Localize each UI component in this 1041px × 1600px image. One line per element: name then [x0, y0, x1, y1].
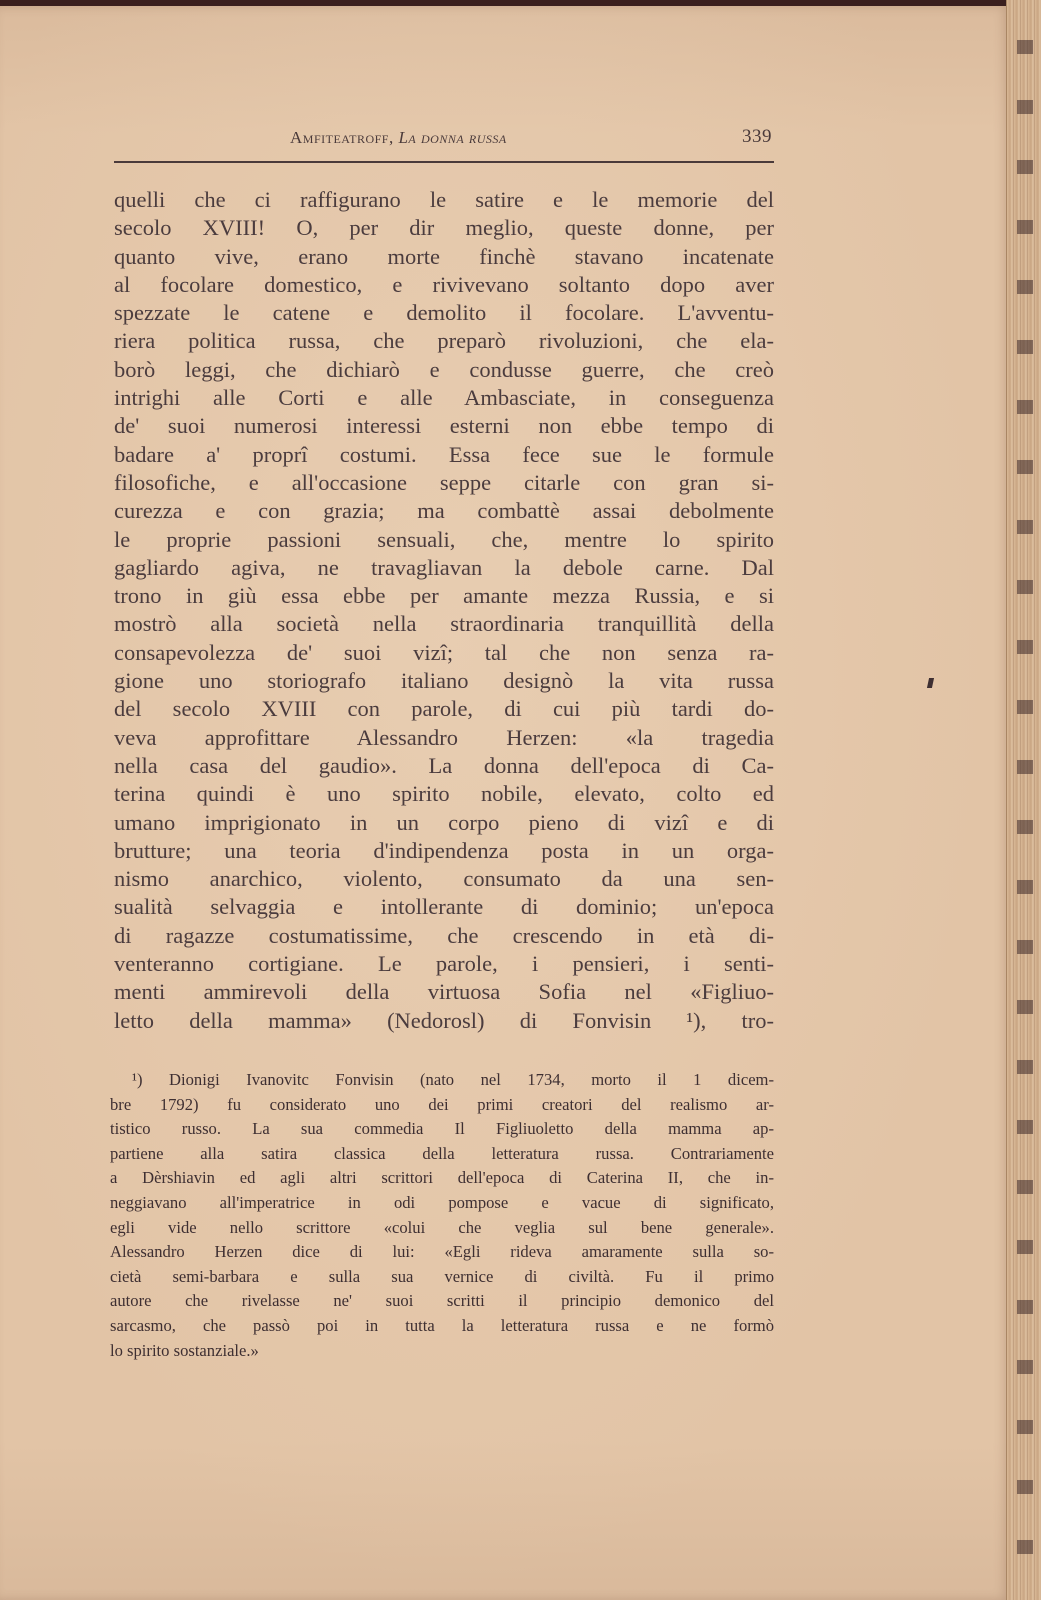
text-line: borò leggi, che dichiarò e condusse guerre, che creò: [114, 356, 774, 382]
footnote-line: sarcasmo, che passò poi in tutta la letteratura russa e ne formò: [110, 1315, 774, 1335]
body-text: [114, 186, 774, 1035]
footnote-line: ¹) Dionigi Ivanovitc Fonvisin (nato nel 1734, morto il 1 dicem-: [132, 1070, 774, 1089]
text-line: nella casa del gaudio». La donna dell'epoca di Ca-: [114, 752, 774, 778]
text-line: le proprie passioni sensuali, che, mentre lo spirito: [114, 526, 774, 552]
text-line: sualità selvaggia e intollerante di dominio; un'epoca: [114, 894, 774, 920]
page-number: 339: [742, 126, 772, 147]
running-head: [112, 124, 780, 152]
header-rule: [114, 161, 774, 163]
footnote-line: neggiavano all'imperatrice in odi pompose e vacue di significato,: [110, 1192, 774, 1212]
text-line: di ragazze costumatissime, che crescendo in età di-: [114, 922, 774, 948]
text-line: brutture; una teoria d'indipendenza posta in un orga-: [114, 837, 774, 863]
text-line: del secolo XVIII con parole, di cui più tardi do-: [114, 696, 774, 722]
book-page: [0, 6, 1010, 1600]
ink-speck: [927, 678, 934, 688]
text-line: filosofiche, e all'occasione seppe citarle con gran si-: [114, 469, 774, 495]
text-line: umano imprigionato in un corpo pieno di vizî e di: [114, 809, 774, 835]
text-line: al focolare domestico, e rivivevano soltanto dopo aver: [114, 271, 774, 297]
text-line: consapevolezza de' suoi vizî; tal che non senza ra-: [114, 639, 774, 665]
footnote-line: Alessandro Herzen dice di lui: «Egli rideva amaramente sulla so-: [110, 1242, 774, 1262]
footnote-line: cietà semi-barbara e sulla sua vernice di civiltà. Fu il primo: [110, 1266, 774, 1286]
footnote-line: a Dèrshiavin ed agli altri scrittori dell'epoca di Caterina II, che in-: [110, 1168, 774, 1188]
text-line: terina quindi è uno spirito nobile, elevato, colto ed: [114, 781, 774, 807]
page-edge-stack: [1006, 0, 1041, 1600]
text-line: venteranno cortigiane. Le parole, i pensieri, i senti-: [114, 951, 774, 977]
binding-marks: [1017, 40, 1033, 1580]
text-line: gagliardo agiva, ne travagliavan la debole carne. Dal: [114, 554, 774, 580]
footnote-line: bre 1792) fu considerato uno dei primi creatori del realismo ar-: [110, 1094, 774, 1114]
text-line: quanto vive, erano morte finchè stavano incatenate: [114, 243, 774, 269]
text-line: nismo anarchico, violento, consumato da una sen-: [114, 866, 774, 892]
text-line: veva approfittare Alessandro Herzen: «la tragedia: [114, 724, 774, 750]
footnote-line: autore che rivelasse ne' suoi scritti il principio demonico del: [110, 1291, 774, 1311]
text-line: letto della mamma» (Nedorosl) di Fonvisin ¹), tro-: [114, 1007, 774, 1033]
text-line: curezza e con grazia; ma combattè assai debolmente: [114, 498, 774, 524]
text-line: spezzate le catene e demolito il focolare. L'avventu-: [114, 300, 774, 326]
book-title: La donna russa: [398, 128, 507, 147]
text-line: de' suoi numerosi interessi esterni non ebbe tempo di: [114, 413, 774, 439]
text-line: trono in giù essa ebbe per amante mezza Russia, e si: [114, 583, 774, 609]
footnote-line: tistico russo. La sua commedia Il Figliuoletto della mamma ap-: [110, 1119, 774, 1139]
text-line: mostrò alla società nella straordinaria tranquillità della: [114, 611, 774, 637]
text-line: secolo XVIII! O, per dir meglio, queste donne, per: [114, 215, 774, 241]
text-line: riera politica russa, che preparò rivoluzioni, che ela-: [114, 328, 774, 354]
footnote-line: partiene alla satira classica della letteratura russa. Contrariamente: [110, 1143, 774, 1163]
text-line: intrighi alle Corti e alle Ambasciate, in conseguenza: [114, 385, 774, 411]
text-line: menti ammirevoli della virtuosa Sofia nel «Figliuo-: [114, 979, 774, 1005]
running-head-author: [290, 128, 507, 148]
footnote-line: lo spirito sostanziale.»: [110, 1340, 259, 1360]
text-line: quelli che ci raffigurano le satire e le memorie del: [114, 187, 774, 212]
footnote-block: [110, 1068, 774, 1363]
author-name: Amfiteatroff,: [290, 128, 394, 147]
text-line: gione uno storiografo italiano designò la vita russa: [114, 668, 774, 694]
footnote-line: egli vide nello scrittore «colui che veglia sul bene generale».: [110, 1217, 774, 1237]
text-line: badare a' proprî costumi. Essa fece sue le formule: [114, 441, 774, 467]
